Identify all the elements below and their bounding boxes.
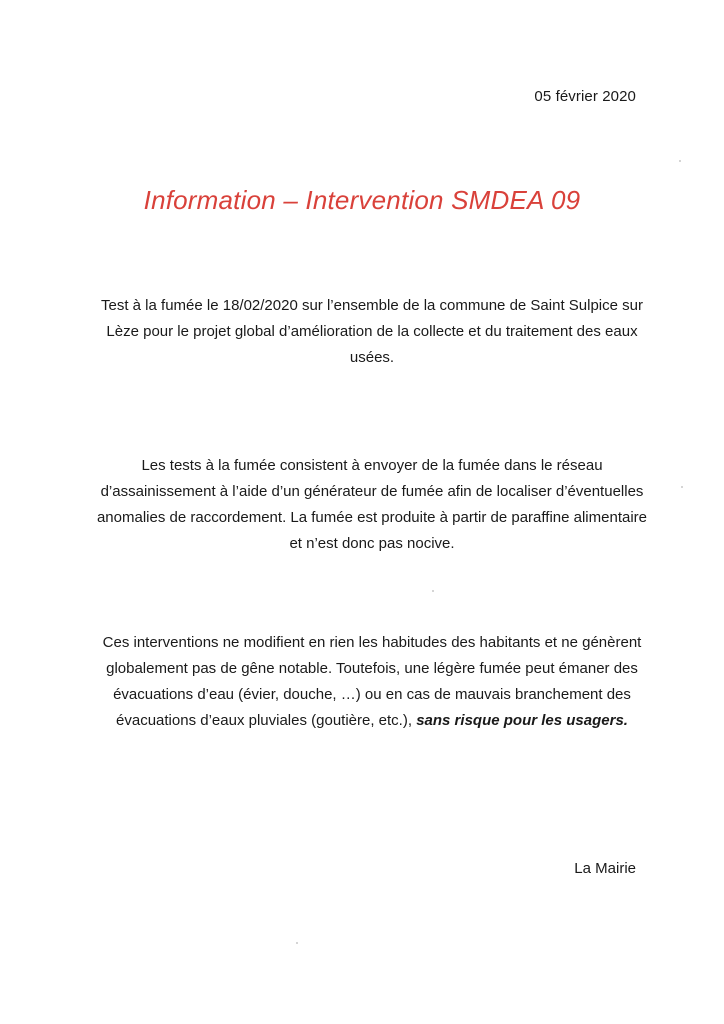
paragraph-smoke-test-explanation: Les tests à la fumée consistent à envoyer de la fumée dans le réseau d’assainissement à l’aide d’un générateur de fumée afin de localiser d’éventuelles anomalies de raccordement. La fumée est produite à partir de paraffine alimentaire et n’est donc pas nocive.: [96, 457, 648, 552]
scan-speck: [296, 942, 298, 944]
paragraph-impact-notice: [96, 630, 648, 734]
scan-speck: [679, 160, 681, 162]
paragraph-impact-text: Ces interventions ne modifient en rien les habitudes des habitants et ne génèrent globalement pas de gêne notable. Toutefois, une légère fumée peut émaner des évacuations d’eau (évier, douche, …) ou en cas de mauvais branchement des évacuations d’eaux pluviales (goutière, etc.),: [102, 634, 642, 729]
document-title: Information – Intervention SMDEA 09: [143, 185, 581, 215]
scan-speck: [432, 590, 434, 592]
paragraph-impact-emphasis: sans risque pour les usagers.: [416, 712, 628, 729]
paragraph-smoke-test-announcement: Test à la fumée le 18/02/2020 sur l’ensemble de la commune de Saint Sulpice sur Lèze pour le projet global d’amélioration de la collecte et du traitement des eaux usées.: [101, 297, 643, 366]
document-date: 05 février 2020: [534, 88, 636, 105]
scan-speck: [681, 486, 683, 488]
document-signature: La Mairie: [574, 860, 636, 877]
